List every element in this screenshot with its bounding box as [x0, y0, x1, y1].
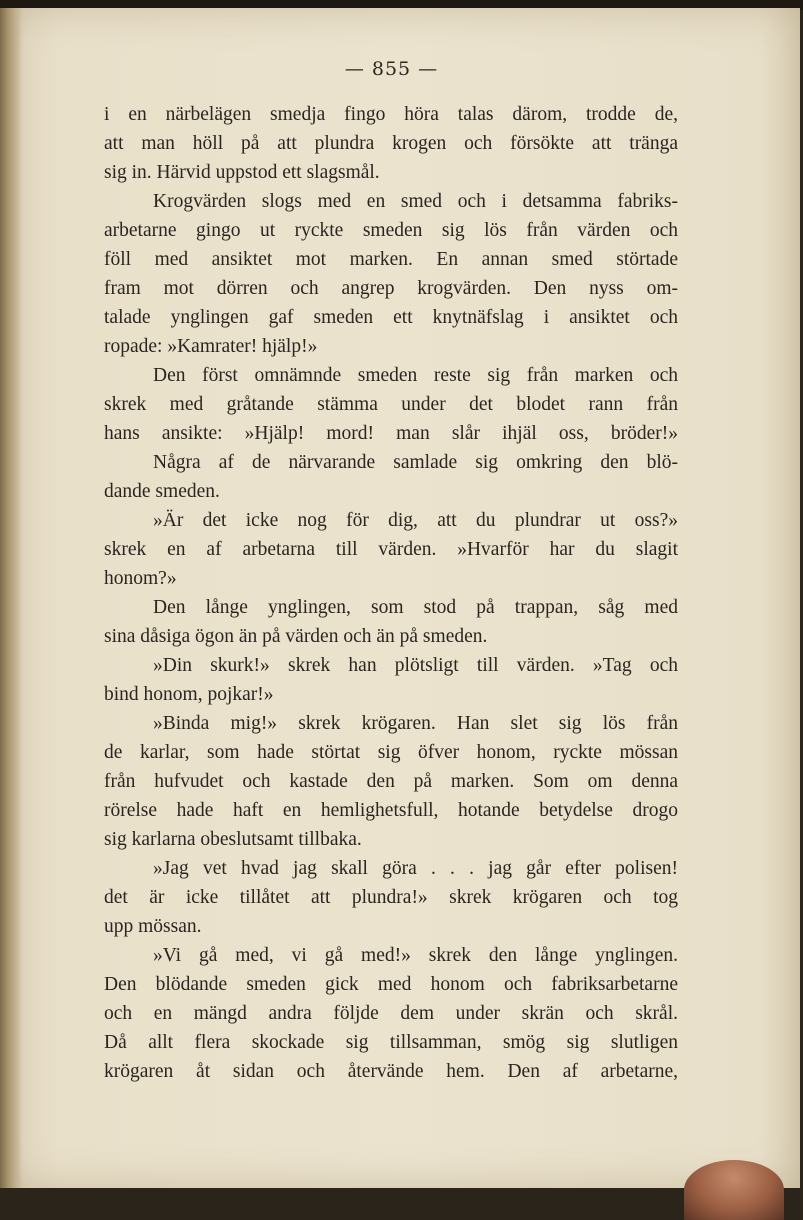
text-line: Några af de närvarande samlade sig omkring den blö-: [153, 452, 678, 473]
text-line: dande smeden.: [104, 481, 220, 502]
text-line: i en närbelägen smedja fingo höra talas därom, trodde de,: [104, 104, 678, 125]
text-line: och en mängd andra följde dem under skrän och skrål.: [104, 1003, 678, 1024]
text-line: sig karlarna obeslutsamt tillbaka.: [104, 829, 362, 850]
text-line: det är icke tillåtet att plundra!» skrek krögaren och tog: [104, 887, 678, 908]
text-line: Krogvärden slogs med en smed och i detsamma fabriks-: [153, 191, 678, 212]
text-line: »Binda mig!» skrek krögaren. Han slet sig lös från: [153, 713, 678, 734]
thumb: [684, 1160, 784, 1220]
text-line: att man höll på att plundra krogen och försökte att tränga: [104, 133, 678, 154]
text-line: »Är det icke nog för dig, att du plundrar ut oss?»: [153, 510, 678, 531]
text-line: bind honom, pojkar!»: [104, 684, 274, 705]
text-line: honom?»: [104, 568, 177, 589]
text-line: sig in. Härvid uppstod ett slagsmål.: [104, 162, 380, 183]
text-line: skrek med gråtande stämma under det blodet rann från: [104, 394, 678, 415]
text-line: sina dåsiga ögon än på värden och än på smeden.: [104, 626, 488, 647]
text-line: Den långe ynglingen, som stod på trappan, såg med: [153, 597, 678, 618]
text-line: Då allt flera skockade sig tillsamman, smög sig slutligen: [104, 1032, 678, 1053]
body-text: [104, 100, 678, 1086]
book-spine: [0, 8, 22, 1188]
text-line: Den först omnämnde smeden reste sig från marken och: [153, 365, 678, 386]
text-line: Den blödande smeden gick med honom och fabriksarbetarne: [104, 974, 678, 995]
text-line: rörelse hade haft en hemlighetsfull, hotande betydelse drogo: [104, 800, 678, 821]
text-line: ropade: »Kamrater! hjälp!»: [104, 336, 318, 357]
text-line: fram mot dörren och angrep krogvärden. Den nyss om-: [104, 278, 678, 299]
text-line: krögaren åt sidan och återvände hem. Den af arbetarne,: [104, 1061, 678, 1082]
text-line: »Jag vet hvad jag skall göra . . . jag går efter polisen!: [153, 858, 678, 879]
text-line: »Din skurk!» skrek han plötsligt till värden. »Tag och: [153, 655, 678, 676]
text-line: arbetarne gingo ut ryckte smeden sig lös från värden och: [104, 220, 678, 241]
text-line: upp mössan.: [104, 916, 202, 937]
text-line: talade ynglingen gaf smeden ett knytnäfslag i ansiktet och: [104, 307, 678, 328]
text-line: från hufvudet och kastade den på marken. Som om denna: [104, 771, 678, 792]
text-line: »Vi gå med, vi gå med!» skrek den långe ynglingen.: [153, 945, 678, 966]
text-line: skrek en af arbetarna till värden. »Hvarför har du slagit: [104, 539, 678, 560]
page-number: — 855 —: [344, 58, 439, 80]
text-line: de karlar, som hade störtat sig öfver honom, ryckte mössan: [104, 742, 678, 763]
text-line: hans ansikte: »Hjälp! mord! man slår ihjäl oss, bröder!»: [104, 423, 678, 444]
text-line: föll med ansiktet mot marken. En annan smed störtade: [104, 249, 678, 270]
